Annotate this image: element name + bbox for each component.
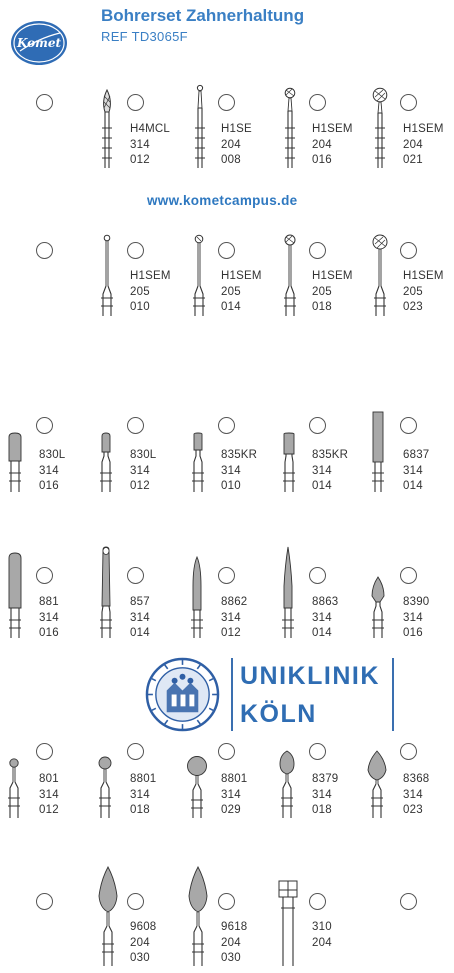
instrument-slot[interactable]: [218, 242, 235, 259]
komet-logo: [10, 20, 68, 66]
instrument-size: 014: [312, 627, 332, 640]
instrument-slot[interactable]: [400, 94, 417, 111]
instrument-slot-empty[interactable]: [400, 893, 417, 910]
instrument-size: 018: [312, 804, 332, 817]
instrument-code: 8862: [221, 596, 248, 608]
instrument-shank: 204: [130, 936, 150, 949]
instrument-slot[interactable]: [36, 743, 53, 760]
instrument-shank: 204: [312, 936, 332, 949]
instrument-label: [130, 269, 171, 316]
instrument-slot[interactable]: [218, 417, 235, 434]
university-seal-icon: [145, 657, 220, 732]
instrument-slot[interactable]: [309, 417, 326, 434]
website-url[interactable]: www.kometcampus.de: [147, 193, 298, 208]
instrument-size: 008: [221, 154, 241, 167]
instrument-835kr-icon: [282, 432, 296, 494]
instrument-label: [221, 595, 247, 642]
instrument-830l-icon: [99, 432, 113, 494]
instrument-8862-icon: [190, 556, 204, 640]
instrument-shank: 314: [221, 611, 241, 624]
instrument-310-icon: [277, 880, 299, 968]
instrument-code: H1SEM: [221, 270, 262, 282]
instrument-shank: 314: [403, 611, 423, 624]
page-title: Bohrerset Zahnerhaltung: [101, 6, 305, 25]
instrument-size: 014: [221, 301, 241, 314]
instrument-slot[interactable]: [36, 567, 53, 584]
komet-logo-text: Komet: [16, 36, 62, 50]
instrument-size: 016: [39, 480, 59, 493]
instrument-shank: 205: [221, 285, 241, 298]
instrument-code: H1SEM: [130, 270, 171, 282]
instrument-label: [39, 595, 59, 642]
instrument-size: 023: [403, 301, 423, 314]
instrument-label: [221, 920, 247, 967]
instrument-label: [130, 595, 150, 642]
instrument-label: [403, 448, 429, 495]
instrument-size: 012: [39, 804, 59, 817]
instrument-801-icon: [7, 758, 21, 820]
instrument-9608-icon: [96, 866, 120, 968]
instrument-code: 8863: [312, 596, 339, 608]
instrument-slot[interactable]: [400, 417, 417, 434]
instrument-slot[interactable]: [309, 242, 326, 259]
instrument-code: 6837: [403, 449, 430, 461]
instrument-slot[interactable]: [400, 743, 417, 760]
instrument-code: 8368: [403, 773, 430, 785]
instrument-shank: 314: [39, 788, 59, 801]
instrument-8863-icon: [281, 546, 295, 640]
instrument-slot-empty[interactable]: [36, 893, 53, 910]
instrument-size: 010: [130, 301, 150, 314]
instrument-size: 012: [221, 627, 241, 640]
instrument-slot[interactable]: [218, 567, 235, 584]
instrument-shank: 314: [39, 464, 59, 477]
instrument-label: [130, 772, 156, 819]
instrument-shank: 314: [221, 788, 241, 801]
instrument-slot[interactable]: [127, 417, 144, 434]
instrument-code: 835KR: [221, 449, 258, 461]
instrument-size: 029: [221, 804, 241, 817]
instrument-size: 012: [130, 154, 150, 167]
instrument-8801-icon: [97, 756, 113, 820]
instrument-code: 801: [39, 773, 59, 785]
instrument-slot[interactable]: [309, 743, 326, 760]
instrument-881-icon: [7, 552, 23, 640]
instrument-label: [403, 122, 444, 169]
instrument-slot[interactable]: [309, 567, 326, 584]
instrument-code: H1SEM: [312, 270, 353, 282]
uniklinik-text: UNIKLINIK: [240, 662, 380, 690]
instrument-label: [403, 269, 444, 316]
instrument-slot-empty[interactable]: [36, 242, 53, 259]
instrument-code: H1SEM: [403, 270, 444, 282]
instrument-code: 9618: [221, 921, 248, 933]
instrument-slot-empty[interactable]: [36, 94, 53, 111]
instrument-slot[interactable]: [36, 417, 53, 434]
instrument-size: 014: [312, 480, 332, 493]
instrument-label: [221, 269, 262, 316]
instrument-label: [403, 595, 429, 642]
instrument-slot[interactable]: [309, 893, 326, 910]
instrument-slot[interactable]: [400, 242, 417, 259]
instrument-code: 830L: [39, 449, 66, 461]
instrument-shank: 204: [403, 138, 423, 151]
instrument-slot[interactable]: [127, 94, 144, 111]
instrument-slot[interactable]: [218, 893, 235, 910]
instrument-h1sem-icon: [282, 87, 298, 170]
instrument-slot[interactable]: [400, 567, 417, 584]
instrument-label: [312, 448, 348, 495]
instrument-size: 018: [312, 301, 332, 314]
instrument-code: 857: [130, 596, 150, 608]
instrument-h1sem-icon: [100, 234, 114, 318]
instrument-label: [312, 772, 338, 819]
instrument-shank: 205: [130, 285, 150, 298]
instrument-label: [312, 269, 353, 316]
instrument-size: 030: [130, 952, 150, 965]
instrument-code: 8801: [221, 773, 248, 785]
instrument-code: H1SE: [221, 123, 252, 135]
instrument-label: [130, 122, 170, 169]
instrument-shank: 314: [312, 611, 332, 624]
instrument-shank: 204: [312, 138, 332, 151]
instrument-shank: 314: [312, 464, 332, 477]
instrument-label: [403, 772, 429, 819]
instrument-size: 014: [130, 627, 150, 640]
instrument-8368-icon: [366, 750, 388, 820]
instrument-shank: 314: [403, 464, 423, 477]
instrument-shank: 314: [130, 788, 150, 801]
instrument-slot[interactable]: [127, 567, 144, 584]
instrument-size: 023: [403, 804, 423, 817]
instrument-slot[interactable]: [218, 743, 235, 760]
instrument-830l-icon: [7, 432, 23, 494]
instrument-shank: 314: [221, 464, 241, 477]
instrument-9618-icon: [186, 866, 210, 968]
instrument-size: 018: [130, 804, 150, 817]
instrument-size: 030: [221, 952, 241, 965]
instrument-h1sem-icon: [370, 234, 390, 318]
instrument-shank: 205: [312, 285, 332, 298]
instrument-857-icon: [99, 546, 113, 640]
instrument-h1sem-icon: [191, 234, 207, 318]
instrument-code: 830L: [130, 449, 157, 461]
instrument-slot[interactable]: [309, 94, 326, 111]
instrument-label: [221, 122, 252, 169]
instrument-8379-icon: [278, 750, 296, 820]
instrument-size: 021: [403, 154, 423, 167]
instrument-8390-icon: [370, 576, 386, 640]
instrument-size: 010: [221, 480, 241, 493]
instrument-label: [39, 448, 65, 495]
reference-number: REF TD3065F: [101, 29, 188, 44]
instrument-shank: 314: [130, 464, 150, 477]
instrument-slot[interactable]: [218, 94, 235, 111]
instrument-6837-icon: [371, 411, 385, 494]
instrument-label: [130, 448, 156, 495]
divider: [231, 658, 233, 731]
instrument-shank: 205: [403, 285, 423, 298]
divider: [392, 658, 394, 731]
koeln-text: KÖLN: [240, 700, 317, 728]
instrument-code: 310: [312, 921, 332, 933]
instrument-label: [312, 595, 338, 642]
instrument-h1sem-icon: [370, 87, 390, 170]
instrument-label: [312, 920, 332, 951]
instrument-shank: 314: [130, 138, 150, 151]
instrument-label: [221, 448, 257, 495]
instrument-shank: 204: [221, 138, 241, 151]
instrument-h1se-icon: [193, 84, 207, 170]
instrument-label: [312, 122, 353, 169]
instrument-label: [39, 772, 59, 819]
instrument-slot[interactable]: [127, 242, 144, 259]
instrument-size: 016: [312, 154, 332, 167]
instrument-shank: 314: [312, 788, 332, 801]
instrument-size: 014: [403, 480, 423, 493]
instrument-shank: 204: [221, 936, 241, 949]
instrument-code: 8390: [403, 596, 430, 608]
instrument-h4mcl-icon: [100, 88, 114, 170]
instrument-code: 835KR: [312, 449, 349, 461]
instrument-label: [130, 920, 156, 967]
instrument-835kr-icon: [191, 432, 205, 494]
instrument-h1sem-icon: [282, 234, 298, 318]
instrument-label: [221, 772, 247, 819]
instrument-slot[interactable]: [127, 893, 144, 910]
instrument-8801-icon: [185, 756, 209, 820]
instrument-size: 016: [39, 627, 59, 640]
instrument-size: 012: [130, 480, 150, 493]
instrument-shank: 314: [39, 611, 59, 624]
instrument-code: 8379: [312, 773, 339, 785]
instrument-shank: 314: [130, 611, 150, 624]
instrument-size: 016: [403, 627, 423, 640]
instrument-code: H1SEM: [312, 123, 353, 135]
instrument-shank: 314: [403, 788, 423, 801]
instrument-code: H4MCL: [130, 123, 170, 135]
instrument-code: 9608: [130, 921, 157, 933]
instrument-code: H1SEM: [403, 123, 444, 135]
instrument-code: 8801: [130, 773, 157, 785]
instrument-code: 881: [39, 596, 59, 608]
instrument-slot[interactable]: [127, 743, 144, 760]
